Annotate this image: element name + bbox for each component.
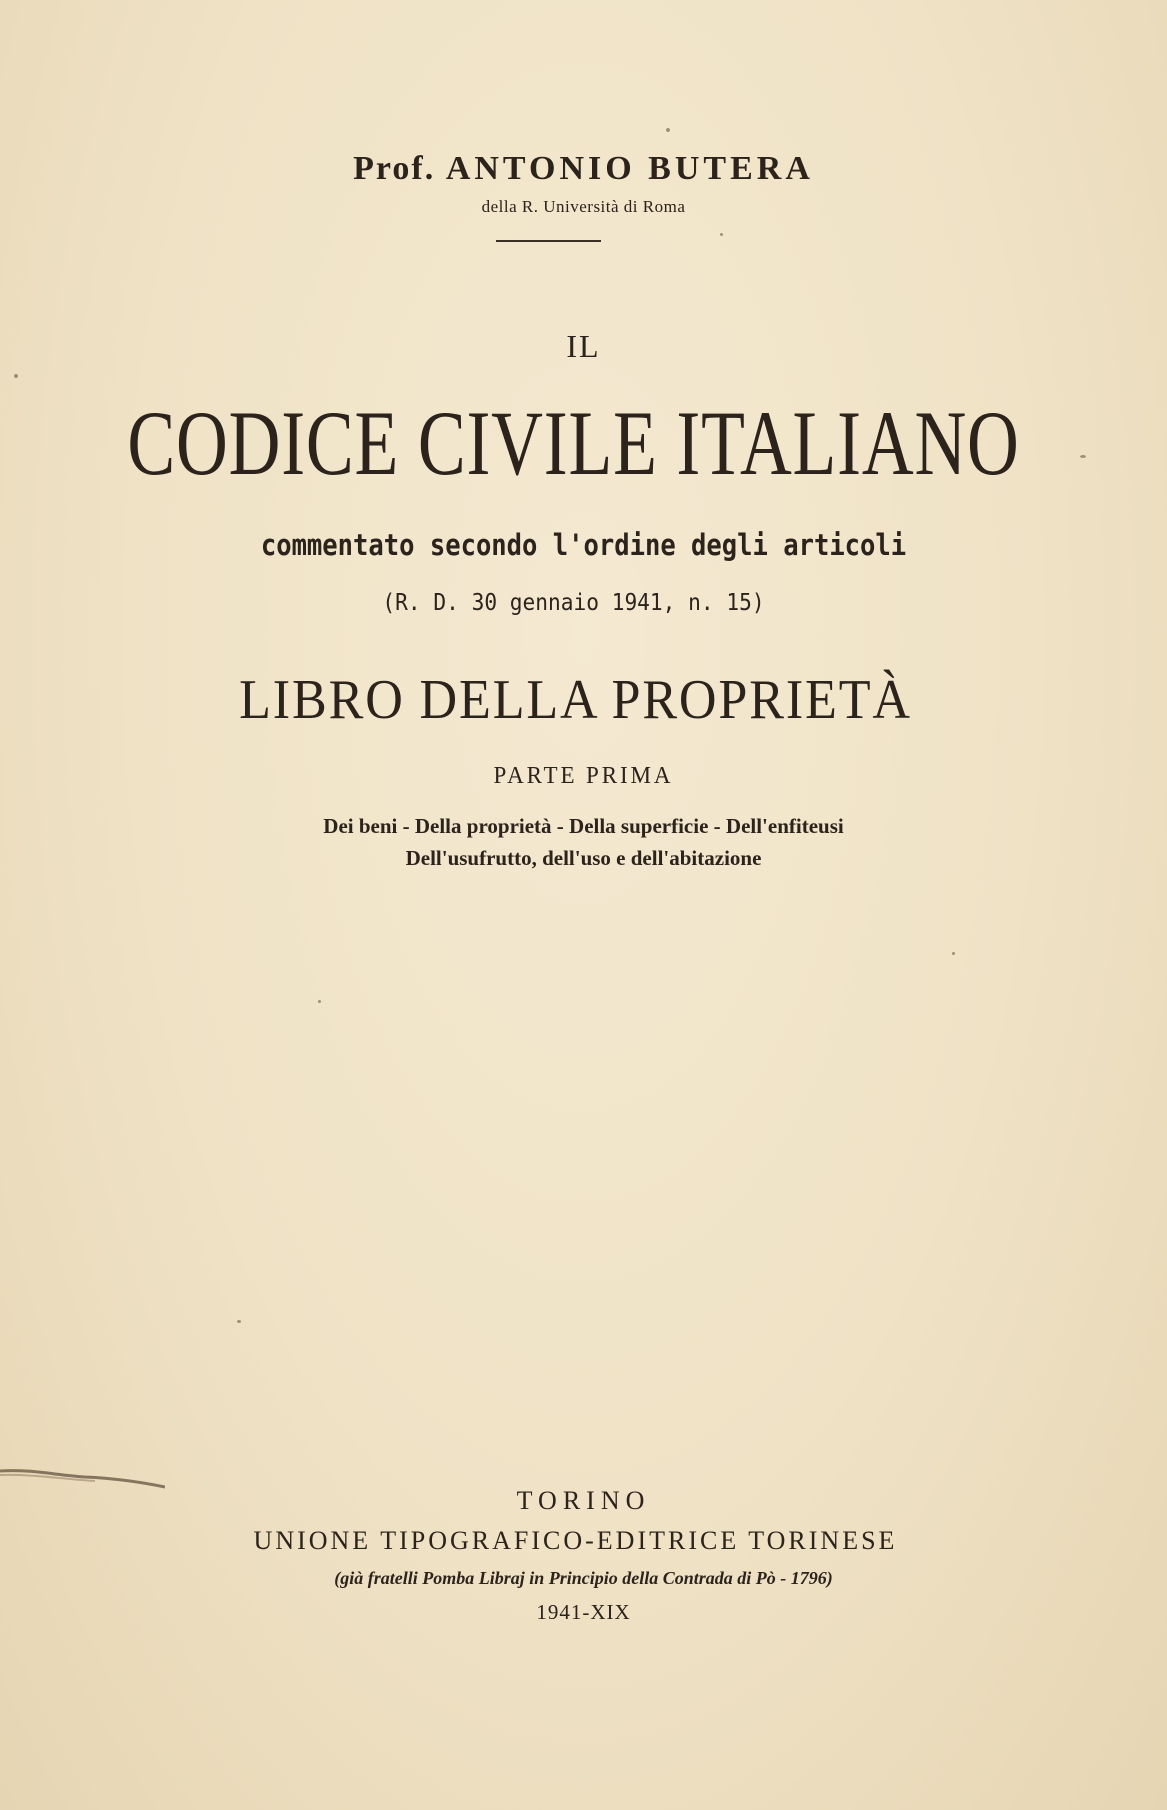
author-line	[0, 150, 1167, 188]
author-name: ANTONIO BUTERA	[445, 150, 814, 187]
paper-speck	[720, 233, 723, 236]
decree-reference: (R. D. 30 gennaio 1941, n. 15)	[382, 590, 765, 616]
main-title: CODICE CIVILE ITALIANO	[127, 392, 1020, 494]
imprint-city: TORINO	[516, 1486, 651, 1515]
paper-speck	[318, 1000, 321, 1003]
title-article: IL	[566, 328, 601, 364]
contents-line-2: Dell'usufrutto, dell'uso e dell'abitazione	[405, 846, 762, 870]
paper-speck	[237, 1320, 241, 1323]
author-affiliation: della R. Università di Roma	[481, 197, 686, 216]
imprint-note: (già fratelli Pomba Libraj in Principio della Contrada di Pò - 1796)	[334, 1568, 833, 1588]
imprint-year: 1941-XIX	[536, 1600, 631, 1624]
paper-speck	[666, 128, 670, 132]
author-prefix: Prof.	[353, 150, 436, 187]
book-title: LIBRO DELLA PROPRIETÀ	[239, 669, 912, 731]
imprint-publisher: UNIONE TIPOGRAFICO-EDITRICE TORINESE	[253, 1526, 898, 1555]
divider-rule	[496, 240, 601, 242]
paper-speck	[1080, 455, 1086, 458]
part-heading: PARTE PRIMA	[493, 763, 674, 789]
contents-line-1: Dei beni - Della proprietà - Della superficie - Dell'enfiteusi	[323, 814, 844, 838]
paper-speck	[952, 952, 955, 955]
subtitle: commentato secondo l'ordine degli articoli	[260, 528, 907, 562]
paper-speck	[14, 374, 18, 378]
